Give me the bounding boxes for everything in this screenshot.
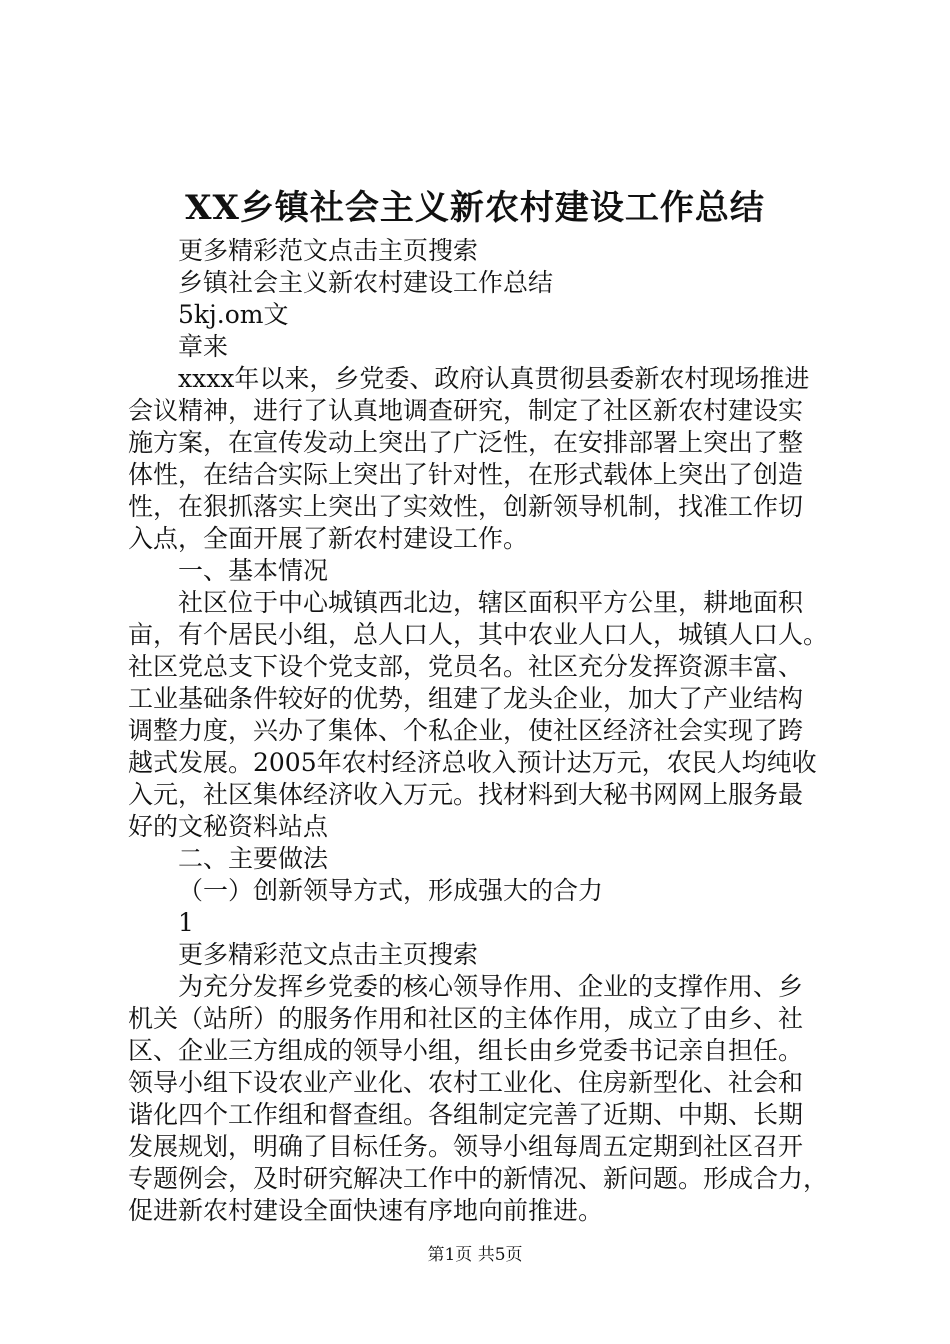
paragraph-line: 入点，全面开展了新农村建设工作。 [128,524,529,553]
paragraph-line: 社区位于中心城镇西北边，辖区面积平方公里，耕地面积 [178,588,804,617]
page-footer: 第1页 共5页 [427,1245,523,1265]
paragraph-line: 性，在狠抓落实上突出了实效性，创新领导机制，找准工作切 [128,492,804,521]
subsection-heading: （一）创新领导方式，形成强大的合力 [178,876,604,905]
paragraph-line: 亩，有个居民小组，总人口人，其中农业人口人，城镇人口人。 [128,620,829,649]
section-heading: 一、基本情况 [178,556,329,585]
paragraph-line: 社区党总支下设个党支部，党员名。社区充分发挥资源丰富、 [128,652,804,681]
section-heading: 二、主要做法 [178,844,329,873]
paragraph-line: 工业基础条件较好的优势，组建了龙头企业，加大了产业结构 [128,684,804,713]
paragraph-line: 调整力度，兴办了集体、个私企业，使社区经济社会实现了跨 [128,716,804,745]
paragraph-line: 会议精神，进行了认真地调查研究，制定了社区新农村建设实 [128,396,804,425]
paragraph-line: 区、企业三方组成的领导小组，组长由乡党委书记亲自担任。 [128,1036,804,1065]
paragraph-line: 施方案，在宣传发动上突出了广泛性，在安排部署上突出了整 [128,428,804,457]
paragraph-line: 入元，社区集体经济收入万元。找材料到大秘书网网上服务最 [128,780,804,809]
paragraph-line: 谐化四个工作组和督查组。各组制定完善了近期、中期、长期 [128,1100,804,1129]
paragraph-line: 体性，在结合实际上突出了针对性，在形式载体上突出了创造 [128,460,804,489]
paragraph-line: xxxx年以来，乡党委、政府认真贯彻县委新农村现场推进 [178,364,810,393]
paragraph-line: 发展规划，明确了目标任务。领导小组每周五定期到社区召开 [128,1132,804,1161]
document-title: XX乡镇社会主义新农村建设工作总结 [185,188,765,228]
paragraph-line: 好的文秘资料站点 [128,812,329,841]
source-line: 5kj.om文 [178,300,289,329]
header-note: 更多精彩范文点击主页搜索 [178,236,479,265]
source-line: 章来 [178,332,229,361]
paragraph-line: 为充分发挥乡党委的核心领导作用、企业的支撑作用、乡 [178,972,804,1001]
paragraph-line: 机关（站所）的服务作用和社区的主体作用，成立了由乡、社 [128,1004,804,1033]
subtitle-line: 乡镇社会主义新农村建设工作总结 [178,268,554,297]
paragraph-line: 领导小组下设农业产业化、农村工业化、住房新型化、社会和 [128,1068,804,1097]
paragraph-line: 专题例会，及时研究解决工作中的新情况、新问题。形成合力， [128,1164,829,1193]
header-note: 更多精彩范文点击主页搜索 [178,940,479,969]
page-number-marker: 1 [178,908,194,937]
paragraph-line: 促进新农村建设全面快速有序地向前推进。 [128,1196,604,1225]
paragraph-line: 越式发展。2005年农村经济总收入预计达万元，农民人均纯收 [128,748,817,777]
